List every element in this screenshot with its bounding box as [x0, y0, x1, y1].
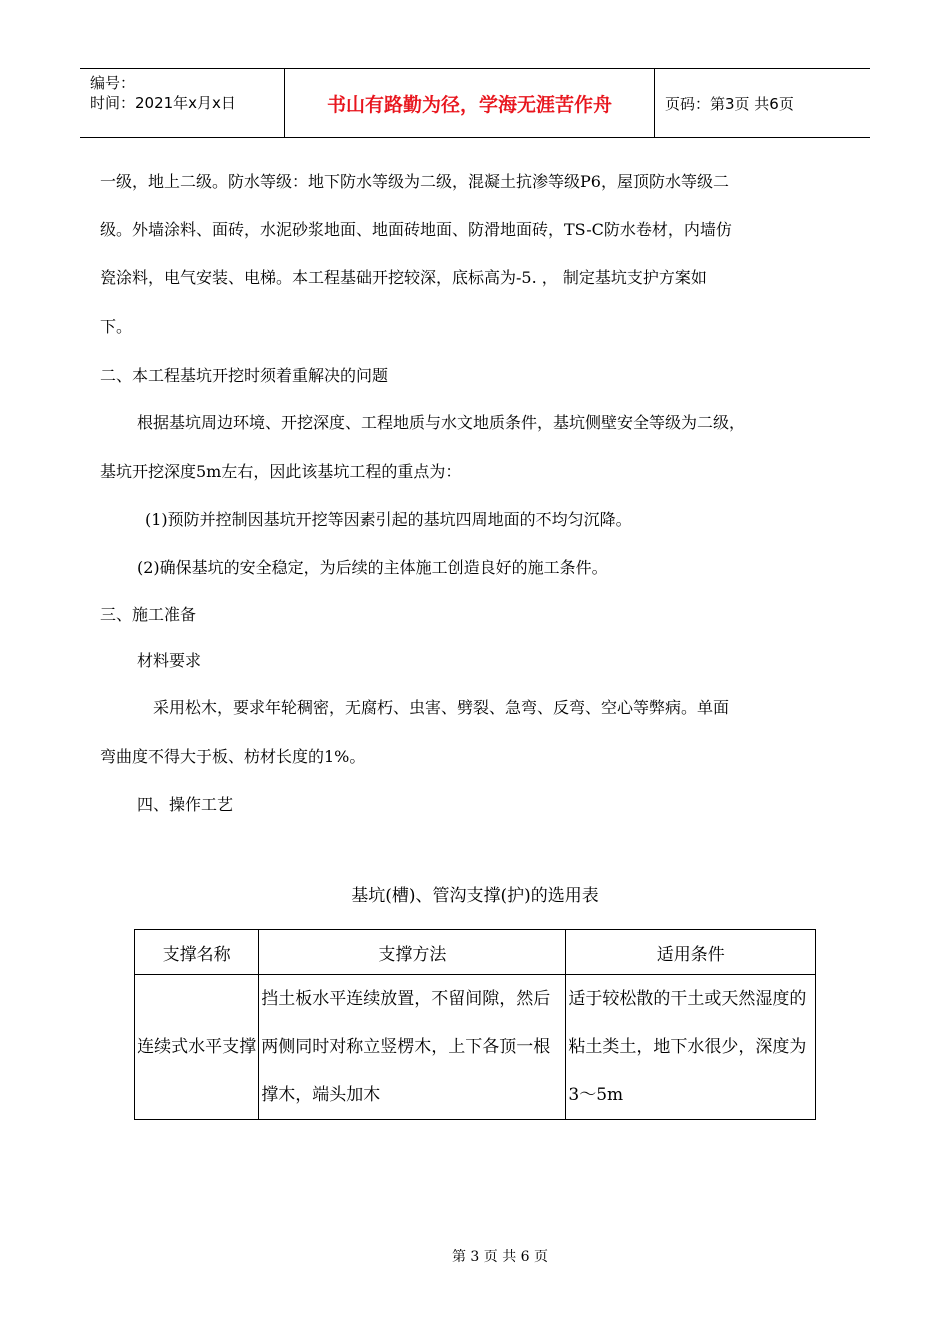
table-header-row	[135, 930, 816, 975]
table-header-cell: 适用条件	[566, 930, 816, 975]
support-condition-cell: 适于较松散的干土或天然湿度的粘土类土，地下水很少，深度为3～5m	[566, 975, 816, 1120]
page-footer: 第 3 页 共 6 页	[451, 1249, 549, 1265]
support-selection-table	[134, 929, 816, 1120]
table-row	[135, 975, 816, 1120]
paragraph-line: 一级，地上二级。防水等级：地下防水等级为二级，混凝土抗渗等级P6，屋顶防水等级二	[100, 172, 729, 191]
section-heading: 二、本工程基坑开挖时须着重解决的问题	[100, 366, 389, 385]
paragraph-line: 瓷涂料，电气安装、电梯。本工程基础开挖较深，底标高为-5. ， 制定基坑支护方案如	[100, 268, 707, 287]
table-header-cell: 支撑名称	[135, 930, 259, 975]
section-heading: 四、操作工艺	[137, 795, 234, 814]
table-caption: 基坑(槽)、管沟支撑(护)的选用表	[351, 886, 599, 906]
doc-number-label: 编号：	[90, 74, 136, 92]
paragraph-line: 弯曲度不得大于板、枋材长度的1%。	[100, 747, 366, 766]
list-item: (2)确保基坑的安全稳定，为后续的主体施工创造良好的施工条件。	[137, 558, 608, 577]
paragraph-line: 根据基坑周边环境、开挖深度、工程地质与水文地质条件，基坑侧壁安全等级为二级，	[137, 413, 746, 432]
paragraph-line: 级。外墙涂料、面砖，水泥砂浆地面、地面砖地面、防滑地面砖，TS-C防水卷材，内墙仿	[100, 220, 732, 239]
paragraph-line: 采用松木，要求年轮稠密，无腐朽、虫害、劈裂、急弯、反弯、空心等弊病。单面	[153, 698, 730, 717]
support-method-cell: 挡土板水平连续放置，不留间隙，然后两侧同时对称立竖楞木，上下各顶一根撑木，端头加木	[259, 975, 566, 1120]
paragraph-line: 下。	[100, 317, 133, 336]
table-header-cell: 支撑方法	[259, 930, 566, 975]
header-left-cell	[80, 69, 284, 137]
page-header	[80, 68, 870, 138]
header-motto: 书山有路勤为径，学海无涯苦作舟	[284, 69, 655, 137]
paragraph-line: 基坑开挖深度5m左右，因此该基坑工程的重点为：	[100, 462, 462, 481]
support-name-cell: 连续式水平支撑	[135, 975, 259, 1120]
sub-heading: 材料要求	[137, 651, 202, 670]
list-item: (1)预防并控制因基坑开挖等因素引起的基坑四周地面的不均匀沉降。	[145, 510, 632, 529]
header-page-label: 页码：第3页 共6页	[665, 94, 794, 113]
doc-date-label: 时间：2021年x月x日	[90, 94, 236, 112]
section-heading: 三、施工准备	[100, 605, 197, 624]
